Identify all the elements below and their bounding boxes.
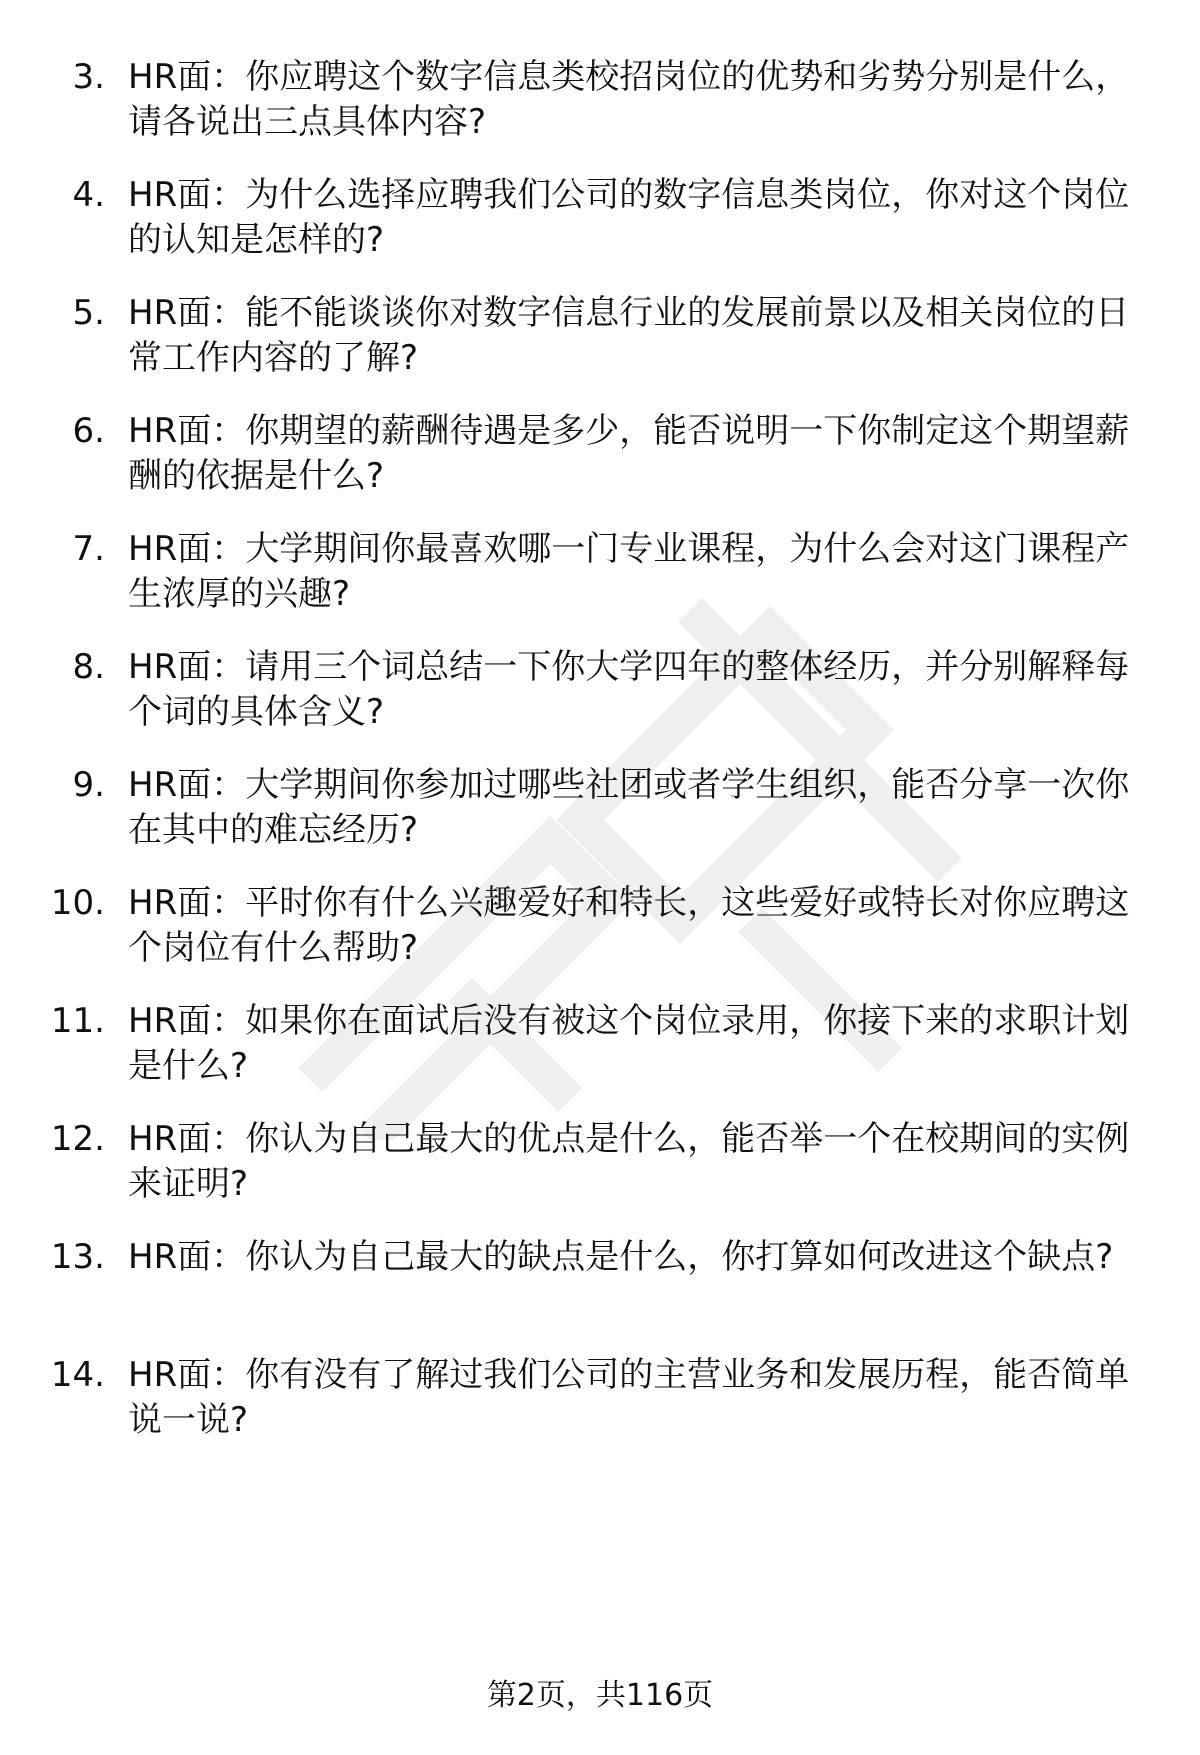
list-item xyxy=(0,409,1200,519)
item-number: 7. xyxy=(72,529,105,569)
item-number: 11. xyxy=(50,1001,105,1041)
list-item xyxy=(0,291,1200,401)
item-text: HR面：你应聘这个数字信息类校招岗位的优势和劣势分别是什么，请各说出三点具体内容? xyxy=(128,57,1130,142)
list-item xyxy=(0,881,1200,991)
item-text: HR面：能不能谈谈你对数字信息行业的发展前景以及相关岗位的日常工作内容的了解? xyxy=(128,293,1130,378)
item-number: 9. xyxy=(72,765,105,805)
item-number: 14. xyxy=(50,1355,105,1395)
item-number: 10. xyxy=(50,883,105,923)
item-number: 8. xyxy=(72,647,105,687)
list-item xyxy=(0,527,1200,637)
item-text: HR面：你认为自己最大的优点是什么，能否举一个在校期间的实例来证明? xyxy=(128,1119,1130,1204)
item-number: 12. xyxy=(50,1119,105,1159)
item-text: HR面：如果你在面试后没有被这个岗位录用，你接下来的求职计划是什么? xyxy=(128,1001,1130,1086)
list-item xyxy=(0,1117,1200,1227)
item-number: 6. xyxy=(72,411,105,451)
item-text: HR面：大学期间你参加过哪些社团或者学生组织，能否分享一次你在其中的难忘经历? xyxy=(128,765,1130,850)
list-item xyxy=(0,1353,1200,1463)
item-number: 3. xyxy=(72,57,105,97)
list-item xyxy=(0,55,1200,165)
item-number: 4. xyxy=(72,175,105,215)
list-item xyxy=(0,763,1200,873)
list-item xyxy=(0,1235,1200,1345)
item-number: 5. xyxy=(72,293,105,333)
page-number-footer: 第2页，共116页 xyxy=(486,1678,714,1713)
list-item xyxy=(0,645,1200,755)
item-text: HR面：你期望的薪酬待遇是多少，能否说明一下你制定这个期望薪酬的依据是什么? xyxy=(128,411,1130,496)
item-text: HR面：你认为自己最大的缺点是什么，你打算如何改进这个缺点? xyxy=(128,1237,1114,1277)
item-text: HR面：大学期间你最喜欢哪一门专业课程，为什么会对这门课程产生浓厚的兴趣? xyxy=(128,529,1130,614)
item-text: HR面：你有没有了解过我们公司的主营业务和发展历程，能否简单说一说? xyxy=(128,1355,1130,1440)
item-text: HR面：请用三个词总结一下你大学四年的整体经历，并分别解释每个词的具体含义? xyxy=(128,647,1130,732)
item-text: HR面：为什么选择应聘我们公司的数字信息类岗位，你对这个岗位的认知是怎样的? xyxy=(128,175,1130,260)
list-item xyxy=(0,173,1200,283)
item-text: HR面：平时你有什么兴趣爱好和特长，这些爱好或特长对你应聘这个岗位有什么帮助? xyxy=(128,883,1130,968)
item-number: 13. xyxy=(50,1237,105,1277)
list-item xyxy=(0,999,1200,1109)
